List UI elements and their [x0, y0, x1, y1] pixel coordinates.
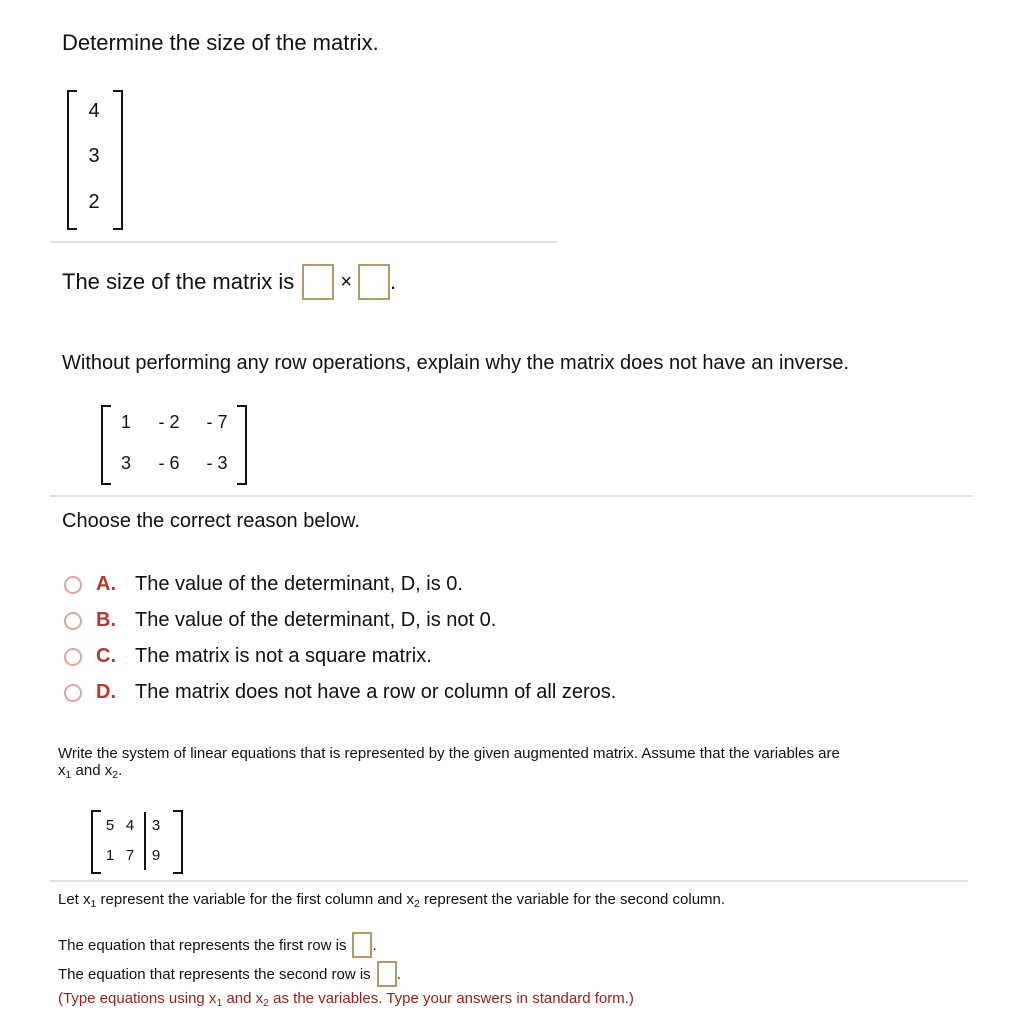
matrix-cell: 3 — [88, 145, 100, 167]
hint-part: (Type equations using x — [58, 990, 217, 1007]
and-text: and — [71, 762, 105, 779]
q1-answer-line — [62, 264, 396, 300]
subscript: 1 — [216, 997, 223, 1009]
q1-answer-prefix: The size of the matrix is — [62, 269, 295, 294]
let-text: Let x — [58, 891, 91, 908]
augment-divider — [144, 812, 146, 870]
option-letter: B. — [96, 609, 116, 631]
let-text: represent the variable for the first column and x — [96, 891, 415, 908]
matrix-cell: - 6 — [158, 453, 180, 473]
right-bracket — [113, 90, 123, 230]
matrix-cell: - 3 — [206, 453, 228, 473]
right-bracket — [237, 405, 247, 485]
matrix-cell: 7 — [125, 847, 135, 864]
q3-prompt-text: Write the system of linear equations that is represented by the given augmented matrix. Assume that the variables are — [58, 745, 840, 762]
matrix-cell: 1 — [120, 412, 131, 432]
matrix-cell: 3 — [120, 453, 131, 473]
matrix-cell: 1 — [105, 847, 115, 864]
divider — [50, 880, 968, 882]
matrix-cell: 4 — [88, 100, 100, 122]
divider — [50, 495, 972, 497]
option-text: The matrix is not a square matrix. — [135, 645, 432, 667]
matrix-cell: 3 — [151, 817, 161, 834]
hint-text — [58, 990, 634, 1007]
q1-prompt: Determine the size of the matrix. — [62, 30, 379, 55]
row1-answer-line — [58, 932, 377, 958]
q3-prompt — [58, 745, 978, 779]
matrix-cell: 2 — [88, 191, 100, 213]
option-text: The matrix does not have a row or column of all zeros. — [135, 681, 617, 703]
hint-part: as the variables. Type your answers in standard form.) — [269, 990, 634, 1007]
matrix-cell: 9 — [151, 847, 161, 864]
choose-label: Choose the correct reason below. — [62, 510, 360, 532]
option-text: The value of the determinant, D, is not 0. — [135, 609, 497, 631]
period: . — [390, 269, 397, 294]
var-x2: x — [104, 762, 113, 779]
row1-label: The equation that represents the first row is — [58, 936, 347, 954]
subscript: 1 — [65, 769, 72, 781]
radio-button-b[interactable] — [64, 612, 82, 630]
matrix-cell: - 2 — [158, 412, 180, 432]
row2-label: The equation that represents the second row is — [58, 965, 371, 983]
subscript: 2 — [414, 898, 420, 910]
radio-button-d[interactable] — [64, 684, 82, 702]
var-x1: x — [58, 762, 66, 779]
subscript: 1 — [90, 898, 97, 910]
radio-button-a[interactable] — [64, 576, 82, 594]
right-bracket — [173, 810, 183, 874]
subscript: 2 — [263, 997, 269, 1009]
option-letter: C. — [96, 645, 116, 667]
period: . — [396, 965, 401, 983]
times-symbol: × — [340, 270, 352, 293]
row2-equation-box[interactable] — [377, 961, 397, 987]
option-letter: A. — [96, 573, 116, 595]
subscript: 2 — [112, 769, 119, 781]
let-statement — [58, 891, 725, 908]
q2-prompt: Without performing any row operations, explain why the matrix does not have an inverse. — [62, 352, 850, 374]
matrix-cell: 4 — [125, 817, 135, 834]
let-text: represent the variable for the second column. — [419, 891, 726, 908]
left-bracket — [101, 405, 111, 485]
period: . — [372, 936, 377, 954]
left-bracket — [67, 90, 77, 230]
cols-answer-box[interactable] — [358, 264, 390, 300]
hint-part: and x — [222, 990, 264, 1007]
option-text: The value of the determinant, D, is 0. — [135, 573, 463, 595]
row2-answer-line — [58, 961, 401, 987]
matrix-cell: - 7 — [206, 412, 228, 432]
divider — [50, 241, 557, 243]
rows-answer-box[interactable] — [302, 264, 334, 300]
radio-button-c[interactable] — [64, 648, 82, 666]
row1-equation-box[interactable] — [352, 932, 372, 958]
period: . — [118, 762, 123, 779]
left-bracket — [91, 810, 101, 874]
matrix-cell: 5 — [105, 817, 115, 834]
option-letter: D. — [96, 681, 116, 703]
